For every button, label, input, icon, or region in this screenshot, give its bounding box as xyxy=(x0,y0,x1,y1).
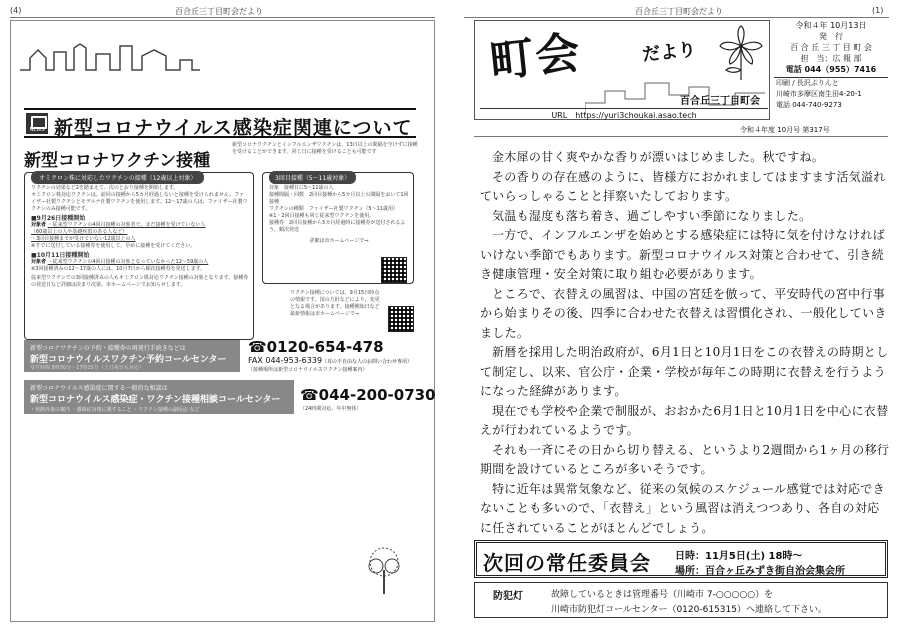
call1-fax xyxy=(248,356,412,365)
masthead-subtitle: だより xyxy=(641,39,698,66)
covid-banner xyxy=(24,108,416,138)
omicron-text2: オミクロン株対応ワクチンは、前回の接種から5カ月経過しないと接種を受けられません。ファイザー社製ワクチンとモデルナ社製ワクチンを使用します。12〜17歳の人は、ファイザー社製ワクチンのみ接種可能です。 xyxy=(31,192,248,212)
info-tel: 電話 044（955）7416 xyxy=(785,65,877,74)
streetlight-notice xyxy=(474,582,888,618)
info-issued: 発 行 xyxy=(819,32,843,41)
flu-note: ワクチン接種については、9月15日時点の情報です。国の方針などにより、変更となる場合があります。接種開始日など最新情報は市ホームページで⇒ xyxy=(290,290,380,317)
omicron-text1: ワクチンの効果など2を踏まえて、次のとおり接種を開始します。 xyxy=(31,185,179,191)
issue-number: 令和４年度 10月号 第317号 xyxy=(740,126,830,134)
omicron-s2-label: 対象者 xyxy=(31,259,47,265)
omicron-s1-title: ■9月26日接種開始 xyxy=(31,215,86,222)
call1-phone[interactable]: ☎0120-654-478 xyxy=(248,338,384,356)
call1-line2: 新型コロナウイルスワクチン予約コールセンター xyxy=(30,355,227,365)
reservation-call-center xyxy=(24,340,240,372)
omicron-s2-note: ※3回接種済みの12〜17歳の人には、10月7日から順次接種券を発送します。 xyxy=(31,266,206,272)
call1-phone-note: （接種場所は新型コロナウイルスワクチン接種案内） xyxy=(248,367,368,373)
right-header-rule xyxy=(464,17,889,18)
omicron-s2-title: ■10月11日接種開始 xyxy=(31,252,90,259)
info-print-label: 印刷 / 長沢ぷりんと xyxy=(774,77,888,89)
qr-code-icon[interactable] xyxy=(388,306,414,332)
omicron-s1-note: ※すでに送付している接種券を使用して、早めに接種を受けてください。 xyxy=(31,243,196,249)
streetlight-line2: 川崎市防犯灯コールセンター（0120-615315）へ連絡して下さい。 xyxy=(551,605,827,615)
next-meeting-box xyxy=(474,540,888,578)
left-header-rule xyxy=(10,17,435,18)
article-paragraph: 気温も湿度も落ち着き、過ごしやすい季節になりました。 xyxy=(492,208,812,223)
left-page-number: (4) xyxy=(10,6,22,15)
call2-phone-note: （24時間対応、年中無休） xyxy=(300,406,362,412)
publication-info xyxy=(774,20,888,120)
call2-phone[interactable]: ☎044-200-0730 xyxy=(300,386,436,404)
info-print-addr: 川崎市多摩区南生田4-20-1 xyxy=(776,90,862,98)
masthead-association: 百合丘三丁目町会 xyxy=(680,96,760,107)
omicron-s1-line2: （60歳以上の人や基礎疾患のある人など） xyxy=(31,229,128,235)
omicron-s1-line3: ・3回目接種までが受けていない12歳以上の人 xyxy=(31,236,136,242)
article-paragraph: それも一斉にその日から切り替える、というより2週間から1ヶ月の移行期間を設けているところが多いそうです。 xyxy=(480,442,890,476)
kids-line3: ワクチンの種類 ファイザー社製ワクチン（5〜11歳用） xyxy=(269,206,398,212)
tree-icon xyxy=(364,546,404,596)
call2-line1: 新型コロナウイルス感染症に関する一般的な相談は xyxy=(30,385,168,392)
call1-fax-number: FAX 044-953-6339 xyxy=(248,356,323,365)
issue-rule xyxy=(474,136,888,137)
info-publisher: 百 合 丘 三 丁 目 町 会 xyxy=(790,43,872,52)
call1-line3: 受付時間 8時30分〜17時15分（土日祝日も対応） xyxy=(30,365,144,371)
consultation-call-center xyxy=(24,380,294,414)
cityscape-icon xyxy=(20,40,200,72)
vaccine-intro: 新型コロナワクチンとインフルエンザワクチンは、13日以上の間隔を空けずに接種を受けることができます。同じ日に接種を受けることも可能です xyxy=(232,142,418,155)
kids-line4: ※1・2回目接種も同じ従来型ワクチンを使用。 xyxy=(269,213,375,219)
article-paragraph: 特に近年は異常気象など、従来の気候のスケジュール感覚では対応できないことも多いので、「衣替え」という風習は消えつつあり、各自の対応に任されていることがほとんどでしょう。 xyxy=(480,481,885,535)
article-paragraph: 新暦を採用した明治政府が、6月1日と10月1日をこの衣替えの時期として制定し、以来、官公庁・企業・学校が毎年この時期に衣替えを行うようになった経緯があります。 xyxy=(480,345,889,398)
right-page-number: (1) xyxy=(872,6,884,15)
news-megaphone-icon: NEWS xyxy=(26,113,48,134)
greeting-article xyxy=(480,148,890,538)
masthead-title: 町会 xyxy=(487,27,584,88)
kids-tag: 3回目接種（5〜11歳対象） xyxy=(269,171,356,184)
call1-fax-note: （耳の不自由な人のお問い合わせ専用） xyxy=(322,359,413,365)
omicron-s1-line1: ・従来型ワクチンの4回目接種の対象者で、まだ接種を受けていない人 xyxy=(47,222,206,228)
streetlight-line1: 故障しているときは管理番号（川崎市 7-○○○○○）を xyxy=(551,590,774,600)
kids-line2: 接種間隔・回数 2回目接種から5カ月以上の間隔をおいて1回接種 xyxy=(269,192,409,205)
omicron-s1-label: 対象者 xyxy=(31,222,47,228)
covid-title: 新型コロナウイルス感染症関連について xyxy=(54,117,413,139)
info-print-tel: 電話 044-740-9273 xyxy=(776,101,842,109)
right-page-header: 百合丘三丁目町会だより xyxy=(635,7,723,16)
meeting-title: 次回の常任委員会 xyxy=(483,551,651,575)
meeting-datetime: 日時：11月5日(土) 18時〜 xyxy=(675,551,803,562)
omicron-text3: 従来型ワクチンでの3回接種済みの人もオミクロン株対応ワクチン接種の対象となります。接種券の発送日など詳細は決まり次第、市ホームページでお知らせします。 xyxy=(31,275,249,288)
masthead-url[interactable]: URL https://yuri3choukai.asao.tech xyxy=(480,108,768,121)
call1-line1: 新型コロナワクチンの予約・接種券の再発行手続きなどは xyxy=(30,345,186,352)
left-page-header: 百合丘三丁目町会だより xyxy=(175,7,263,16)
lily-flower-icon xyxy=(716,24,766,82)
kids-link[interactable]: 詳細は市ホームページで⇒ xyxy=(309,238,369,244)
meeting-place: 場所：百合ヶ丘みずき街自治会集会所 xyxy=(675,566,845,577)
info-contact: 担 当：広 報 部 xyxy=(800,54,862,63)
omicron-box xyxy=(24,172,254,340)
kids-box xyxy=(262,172,414,284)
call2-line3: ・発熱外来の案内 ・感染症対策に関すること ・ワクチン接種の副反応 など xyxy=(30,407,200,413)
vaccine-title: 新型コロナワクチン接種 xyxy=(24,151,211,171)
info-date: 令和４年 10月13日 xyxy=(795,21,867,30)
kids-line5: 接種券 2回目接種から5カ月経過時に接種券が送付されるよう、順次発送 xyxy=(269,220,406,233)
qr-code-icon[interactable] xyxy=(381,257,407,283)
article-paragraph: 金木犀の甘く爽やかな香りが漂いはじめました。秋ですね。 xyxy=(492,150,825,164)
call2-line2: 新型コロナウイルス感染症・ワクチン接種相談コールセンター xyxy=(30,395,281,405)
article-paragraph: ところで、衣替えの風習は、中国の宮廷を倣って、平安時代の宮中行事から始まりその後、四季に合わせた衣替えは習慣化され、一般化していきました。 xyxy=(480,286,887,340)
article-paragraph: 現在でも学校や企業で制服が、おおかた6月1日と10月1日を中心に衣替えが行われているようです。 xyxy=(480,403,889,437)
omicron-tag: オミクロン株に対応したワクチンの接種（12歳以上対象） xyxy=(31,171,204,184)
kids-line1: 対象 接種日に5〜11歳の人 xyxy=(269,185,334,191)
streetlight-title: 防犯灯 xyxy=(493,591,523,602)
article-paragraph: その香りの存在感のように、皆様方におかれましてはますます活気溢れていらっしゃることと拝察いたしております。 xyxy=(480,169,886,203)
omicron-s2-line1: ・従来型ワクチンの4回目接種の対象となっていなかった12〜59歳の人 xyxy=(47,259,209,265)
article-paragraph: 一方で、インフルエンザを始めとする感染症には特に気を付けなければいけない季節でもあります。新型コロナウイルス対策と合わせて、引き続き健康管理・安全対策に取り組む必要があります。 xyxy=(480,228,885,281)
